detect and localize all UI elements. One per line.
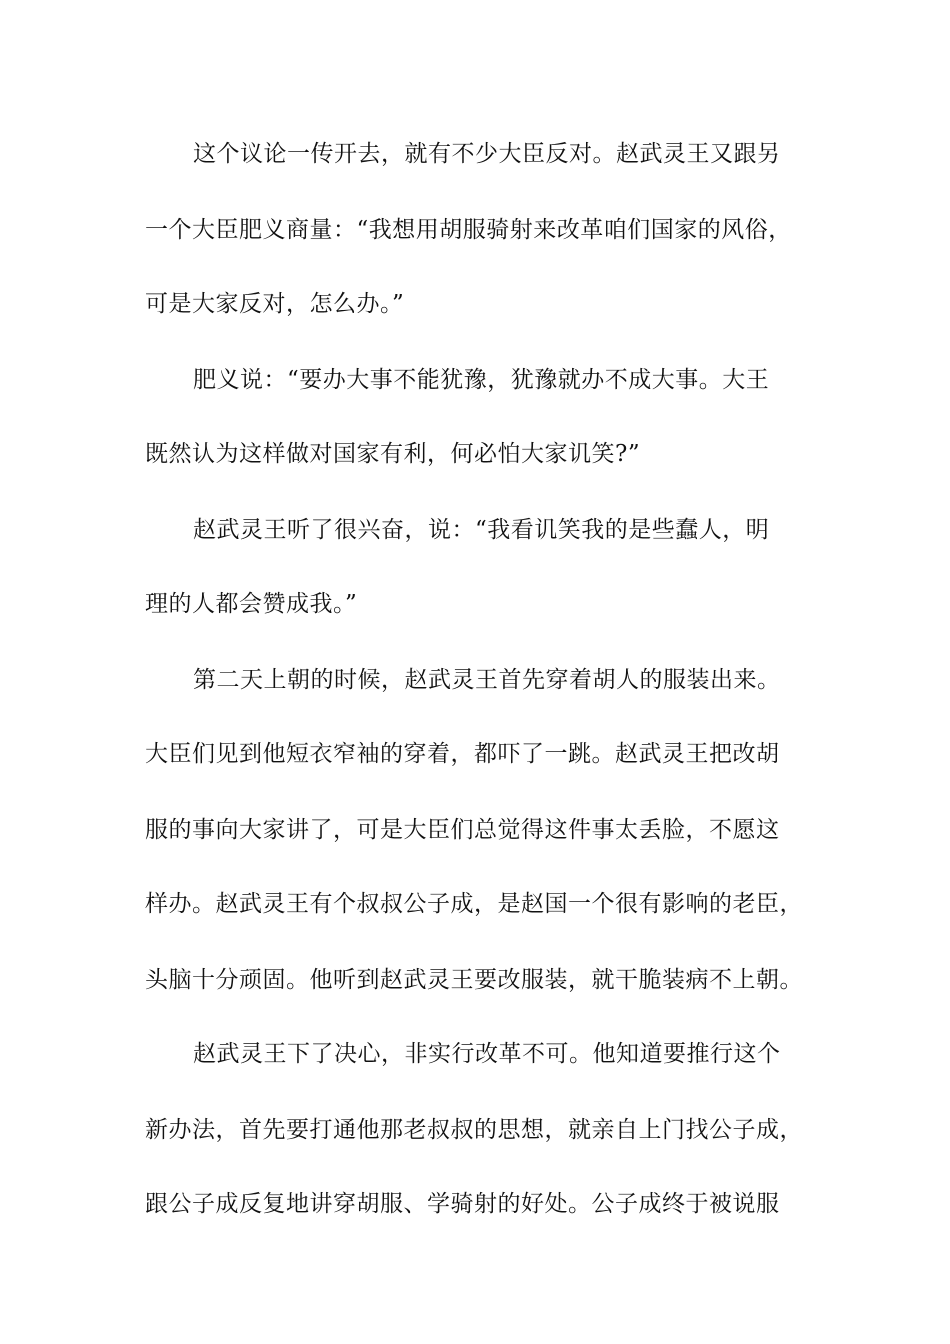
text-line: 肥义说：“要办大事不能犹豫，犹豫就办不成大事。大王 [193,367,770,393]
text-line: 一个大臣肥义商量：“我想用胡服骑射来改革咱们国家的风俗， [145,217,792,243]
text-line: 理的人都会赞成我。” [145,591,358,617]
text-line: 既然认为这样做对国家有利，何必怕大家讥笑?” [145,441,641,467]
text-line: 大臣们见到他短衣窄袖的穿着，都吓了一跳。赵武灵王把改胡 [145,741,780,767]
text-line: 可是大家反对，怎么办。” [145,291,405,317]
text-line: 第二天上朝的时候，赵武灵王首先穿着胡人的服装出来。 [193,667,781,693]
text-line: 跟公子成反复地讲穿胡服、学骑射的好处。公子成终于被说服 [145,1191,780,1217]
text-line: 赵武灵王听了很兴奋，说：“我看讥笑我的是些蠢人，明 [193,517,770,543]
text-line: 服的事向大家讲了，可是大臣们总觉得这件事太丢脸，不愿这 [145,817,780,843]
text-line: 新办法，首先要打通他那老叔叔的思想，就亲自上门找公子成， [145,1117,803,1143]
text-line: 这个议论一传开去，就有不少大臣反对。赵武灵王又跟另 [193,141,781,167]
text-line: 头脑十分顽固。他听到赵武灵王要改服装，就干脆装病不上朝。 [145,967,803,993]
text-line: 样办。赵武灵王有个叔叔公子成，是赵国一个很有影响的老臣， [145,891,803,917]
text-line: 赵武灵王下了决心，非实行改革不可。他知道要推行这个 [193,1041,781,1067]
